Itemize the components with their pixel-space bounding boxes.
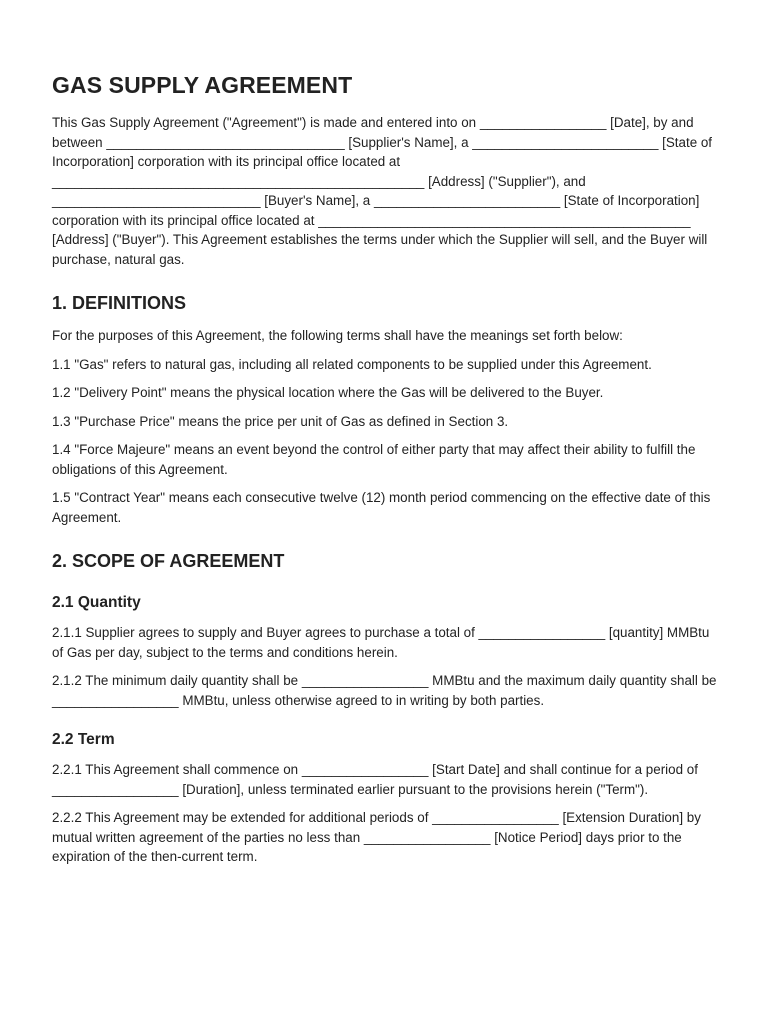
term-clause: 2.2.1 This Agreement shall commence on _________________ [Start Date] and shall continue for a period of _________________ [Duration], unless terminated earlier pursuant to the provisions herein ("Term").	[52, 762, 698, 797]
definition-item: 1.1 "Gas" refers to natural gas, including all related components to be supplied under this Agreement.	[52, 356, 652, 372]
document-page	[52, 70, 724, 876]
definition-item: 1.4 "Force Majeure" means an event beyond the control of either party that may affect their ability to fulfill the obligations of this Agreement.	[52, 442, 696, 477]
definitions-lead: For the purposes of this Agreement, the following terms shall have the meanings set forth below:	[52, 328, 623, 343]
subsection-heading-term: 2.2 Term	[52, 731, 115, 748]
term-clause: 2.2.2 This Agreement may be extended for additional periods of _________________ [Extension Duration] by mutual written agreement of the parties no less than _________________ [Notice Period] days prior to the expiration of the then-current term.	[52, 810, 701, 864]
definition-item: 1.3 "Purchase Price" means the price per unit of Gas as defined in Section 3.	[52, 413, 509, 429]
section-heading-scope: 2. SCOPE OF AGREEMENT	[52, 551, 285, 571]
section-heading-definitions: 1. DEFINITIONS	[52, 293, 187, 313]
quantity-clause: 2.1.1 Supplier agrees to supply and Buyer agrees to purchase a total of _________________ [quantity] MMBtu of Gas per day, subject to the terms and conditions herein.	[52, 625, 710, 660]
quantity-clause: 2.1.2 The minimum daily quantity shall be _________________ MMBtu and the maximum daily quantity shall be _________________ MMBtu, unless otherwise agreed to in writing by both parties.	[52, 673, 717, 708]
subsection-heading-quantity: 2.1 Quantity	[52, 594, 141, 611]
document-title: GAS SUPPLY AGREEMENT	[52, 72, 353, 98]
definition-item: 1.5 "Contract Year" means each consecutive twelve (12) month period commencing on the effective date of this Agreement.	[52, 490, 711, 525]
intro-paragraph: This Gas Supply Agreement ("Agreement") is made and entered into on _________________ [Date], by and between ________________________________ [Supplier's Name], a _________________________ [State of Incorporation] corporation with its principal office located at __________________________________________________ [Address] ("Supplier"), and ____________________________ [Buyer's Name], a _________________________ [State of Incorporation] corporation with its principal office located at __________________________________________________ [Address] ("Buyer"). This Agreement establishes the terms under which the Supplier will sell, and the Buyer will purchase, natural gas.	[52, 115, 713, 267]
definition-item: 1.2 "Delivery Point" means the physical location where the Gas will be delivered to the Buyer.	[52, 385, 604, 400]
